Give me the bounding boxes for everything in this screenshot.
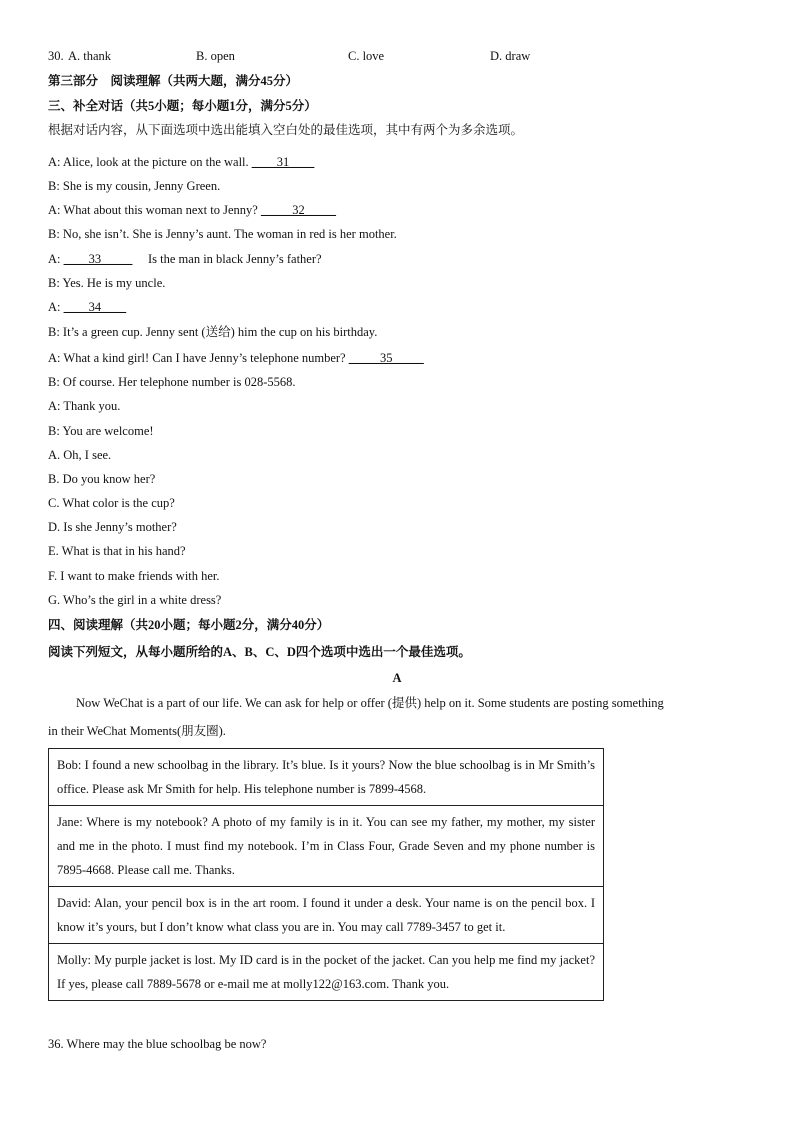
blank-33[interactable]: ____33_____: [63, 252, 133, 266]
blank-31[interactable]: ____31____: [251, 155, 315, 169]
dialogue-text: B: Yes. He is my uncle.: [48, 276, 166, 290]
moment-post-molly: Molly: My purple jacket is lost. My ID card is in the pocket of the jacket. Can you help me find my jacket? If yes, please call 7889-5678 or e-mail me at molly122@163.com. Thank you.: [49, 944, 604, 1001]
choice-e[interactable]: E. What is that in his hand?: [48, 544, 186, 558]
dialogue-line: [48, 299, 126, 315]
moment-row: [49, 749, 604, 806]
choice-c[interactable]: C. What color is the cup?: [48, 496, 175, 510]
dialogue-text: A:: [48, 300, 64, 314]
choice-f[interactable]: F. I want to make friends with her.: [48, 569, 220, 583]
dialogue-text: A:: [48, 252, 64, 266]
dialogue-line: [48, 423, 154, 439]
part3-heading: 第三部分 阅读理解（共两大题，满分45分）: [48, 74, 299, 88]
moment-row: [49, 944, 604, 1001]
dialogue-text: B: It’s a green cup. Jenny sent (送给) him the cup on his birthday.: [48, 325, 378, 339]
dialogue-text: B: She is my cousin, Jenny Green.: [48, 179, 221, 193]
q30-option-c: C. love: [348, 49, 385, 63]
moment-row: [49, 806, 604, 887]
dialogue-line: [48, 178, 220, 194]
dialogue-line: [48, 324, 377, 340]
dialogue-line: [48, 275, 165, 291]
dialogue-text: Is the man in black Jenny’s father?: [132, 252, 322, 266]
dialogue-text: B: You are welcome!: [48, 424, 154, 438]
dialogue-text: B: Of course. Her telephone number is 028-5568.: [48, 375, 296, 389]
section4-instruction: 阅读下列短文，从每小题所给的A、B、C、D四个选项中选出一个最佳选项。: [48, 645, 471, 659]
q30-option-d: D. draw: [490, 49, 531, 63]
passage-label: A: [392, 671, 402, 685]
blank-35[interactable]: _____35_____: [348, 351, 424, 365]
passage-intro-line2: in their WeChat Moments(朋友圈).: [48, 724, 226, 738]
choice-a[interactable]: A. Oh, I see.: [48, 448, 112, 462]
dialogue-text: B: No, she isn’t. She is Jenny’s aunt. The woman in red is her mother.: [48, 227, 397, 241]
dialogue-line: [48, 251, 322, 267]
dialogue-text: A: What about this woman next to Jenny?: [48, 203, 261, 217]
moment-post-david: David: Alan, your pencil box is in the art room. I found it under a desk. Your name is on the pencil box. I know it’s yours, but I don’t know what class you are in. You may call 7789-3457 to get it.: [49, 887, 604, 944]
dialogue-line: [48, 226, 397, 242]
dialogue-text: A: Thank you.: [48, 399, 121, 413]
moment-post-bob: Bob: I found a new schoolbag in the library. It’s blue. Is it yours? Now the blue schoolbag is in Mr Smith’s office. Please ask Mr Smith for help. His telephone number is 7899-4568.: [49, 749, 604, 806]
q30-option-b: B. open: [196, 49, 235, 63]
q30-option-a-text: A. thank: [68, 49, 112, 63]
dialogue-line: [48, 374, 296, 390]
choice-b[interactable]: B. Do you know her?: [48, 472, 156, 486]
dialogue-line: [48, 398, 120, 414]
passage-intro-line1: Now WeChat is a part of our life. We can ask for help or offer (提供) help on it. Some students are posting something: [76, 696, 664, 710]
choice-g[interactable]: G. Who’s the girl in a white dress?: [48, 593, 222, 607]
dialogue-line: [48, 154, 314, 170]
blank-32[interactable]: _____32_____: [260, 203, 336, 217]
q30-option-a: [48, 49, 64, 64]
moment-row: [49, 887, 604, 944]
wechat-moments-table: [48, 748, 604, 1001]
blank-34[interactable]: ____34____: [63, 300, 127, 314]
dialogue-line: [48, 350, 424, 366]
q30-number: 30.: [48, 49, 64, 63]
moment-post-jane: Jane: Where is my notebook? A photo of my family is in it. You can see my father, my mother, my sister and me in the photo. I must find my notebook. I’m in Class Four, Grade Seven and my phone number is 7895-4668. Please call me. Thanks.: [49, 806, 604, 887]
choice-d[interactable]: D. Is she Jenny’s mother?: [48, 520, 177, 534]
section3-heading: 三、补全对话（共5小题；每小题1分，满分5分）: [48, 99, 317, 113]
section3-instruction: 根据对话内容，从下面选项中选出能填入空白处的最佳选项，其中有两个为多余选项。: [48, 123, 524, 137]
question-36: 36. Where may the blue schoolbag be now?: [48, 1037, 267, 1051]
dialogue-text: A: What a kind girl! Can I have Jenny’s telephone number?: [48, 351, 349, 365]
dialogue-line: [48, 202, 336, 218]
section4-heading: 四、阅读理解（共20小题；每小题2分，满分40分）: [48, 618, 330, 632]
dialogue-text: A: Alice, look at the picture on the wall.: [48, 155, 252, 169]
